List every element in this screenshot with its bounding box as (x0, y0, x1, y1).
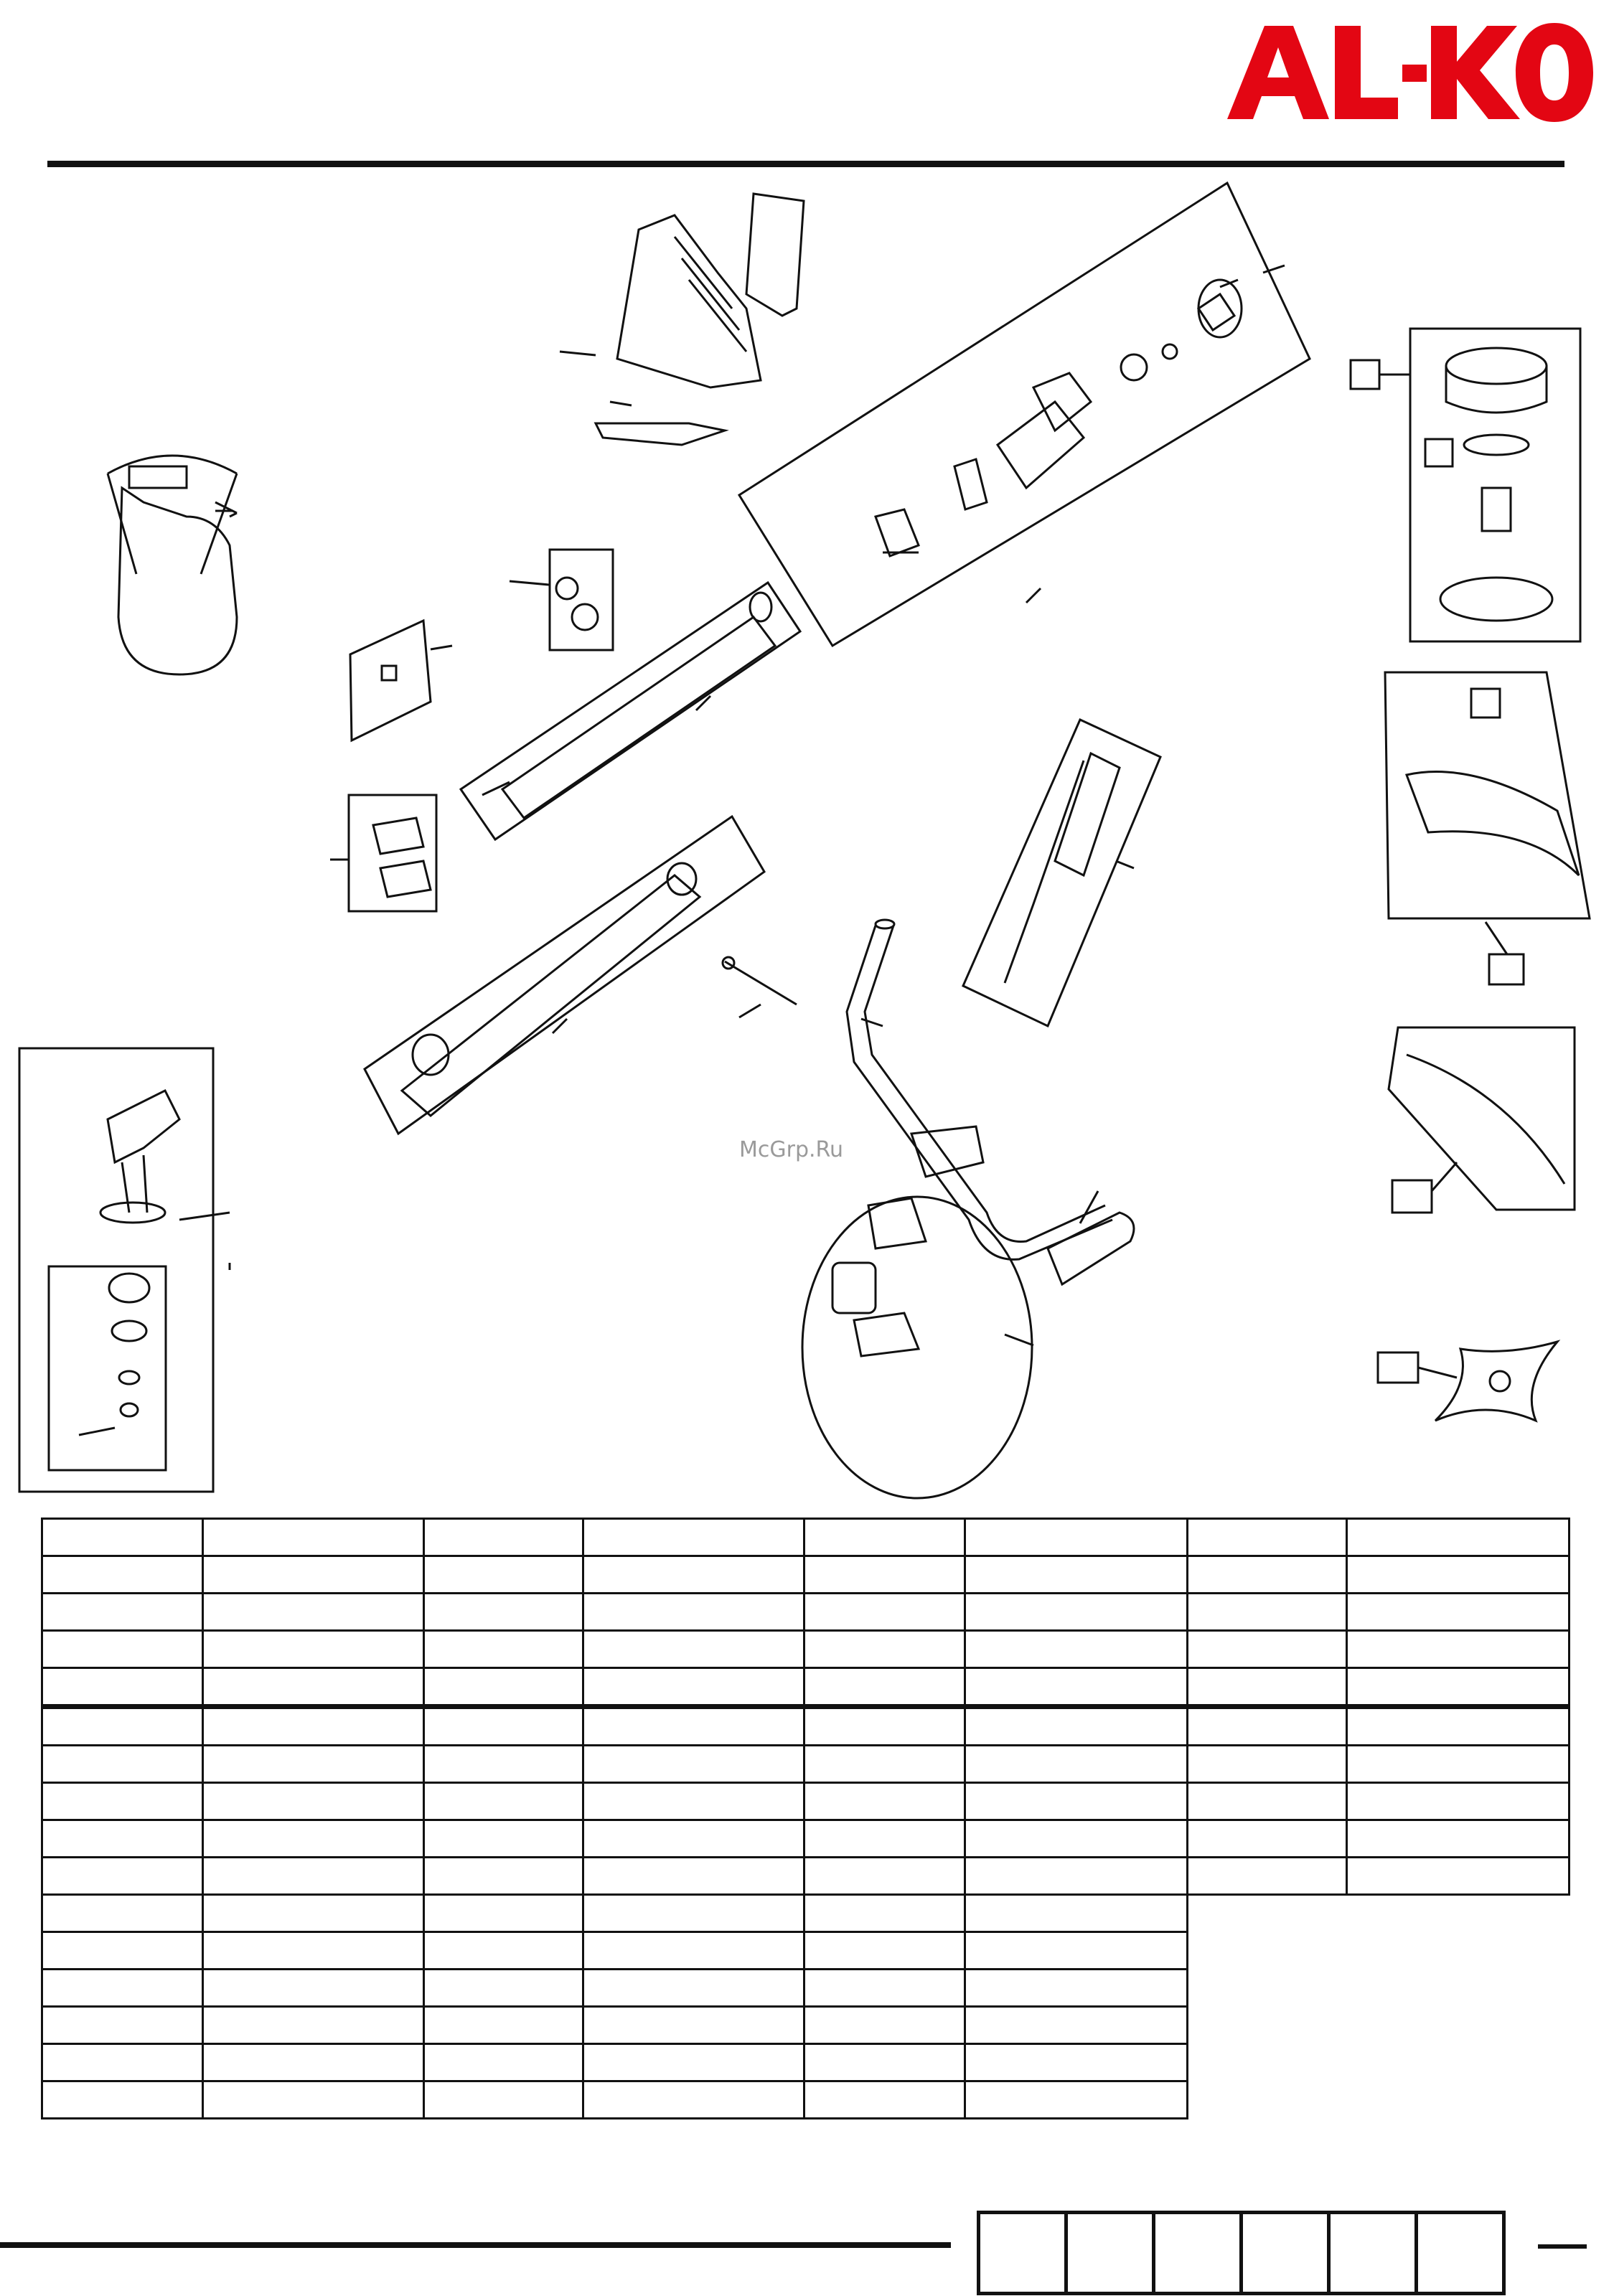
table-cell (583, 2081, 804, 2119)
table-cell (583, 2044, 804, 2081)
table-cell (804, 1556, 965, 1594)
table-cell (1188, 1631, 1347, 1668)
table-cell (965, 1932, 1188, 1970)
table-cell (804, 1519, 965, 1556)
table-empty-area (1188, 2007, 1347, 2044)
table-cell (1347, 1594, 1570, 1631)
table-cell (42, 1594, 203, 1631)
table-cell (583, 1631, 804, 1668)
table-cell (1188, 1783, 1347, 1820)
watermark-text: McGrp.Ru (739, 1137, 844, 1162)
handlebar-drawing (802, 920, 1134, 1498)
table-empty-area (1188, 1895, 1347, 1932)
table-cell (203, 1783, 424, 1820)
table-cell (424, 1895, 583, 1932)
table-cell (965, 1556, 1188, 1594)
table-cell (424, 1631, 583, 1668)
table-cell (203, 2007, 424, 2044)
table-row (42, 1519, 1570, 1556)
table-cell (804, 1746, 965, 1783)
table-cell (804, 1820, 965, 1858)
gear-head-panel (19, 1048, 230, 1492)
bracket-panel (510, 550, 613, 650)
parts-table (41, 1518, 1570, 2119)
table-cell (804, 1783, 965, 1820)
blade-segment-panel (1389, 1027, 1575, 1213)
table-empty-area (1188, 1970, 1347, 2007)
table-cell (1188, 1746, 1347, 1783)
guard-panel (1385, 672, 1590, 984)
table-cell (203, 1932, 424, 1970)
table-cell (804, 2081, 965, 2119)
harness-drawing (108, 456, 237, 674)
table-row (42, 1970, 1570, 2007)
table-cell (965, 1668, 1188, 1707)
table-empty-area (1347, 1970, 1570, 2007)
table-cell (965, 1519, 1188, 1556)
upper-shaft-panel (461, 583, 800, 839)
table-cell (424, 1783, 583, 1820)
table-cell (583, 1783, 804, 1820)
table-row (42, 1707, 1570, 1746)
table-cell (42, 1519, 203, 1556)
table-cell (965, 1707, 1188, 1746)
table-cell (1188, 1858, 1347, 1895)
table-cell (1347, 1820, 1570, 1858)
table-cell (42, 1707, 203, 1746)
top-rule (47, 161, 1564, 167)
clamp-panel (330, 795, 436, 911)
table-row (42, 2007, 1570, 2044)
page-box (977, 2211, 1068, 2295)
table-row (42, 1594, 1570, 1631)
table-cell (1347, 1631, 1570, 1668)
table-cell (583, 1970, 804, 2007)
table-cell (1347, 1668, 1570, 1707)
table-cell (1188, 1820, 1347, 1858)
table-cell (583, 1932, 804, 1970)
table-cell (424, 2044, 583, 2081)
three-tooth-blade-drawing (1378, 1342, 1557, 1421)
table-cell (965, 1858, 1188, 1895)
table-cell (583, 1707, 804, 1746)
table-cell (42, 1970, 203, 2007)
table-cell (424, 1556, 583, 1594)
table-row (42, 1556, 1570, 1594)
table-empty-area (1347, 1895, 1570, 1932)
page-box (1327, 2211, 1418, 2295)
table-cell (203, 1519, 424, 1556)
table-row (42, 1631, 1570, 1668)
table-cell (42, 1556, 203, 1594)
table-cell (804, 2044, 965, 2081)
table-cell (583, 1519, 804, 1556)
table-cell (424, 1746, 583, 1783)
table-cell (42, 1783, 203, 1820)
table-cell (965, 1895, 1188, 1932)
throttle-cable-panel (963, 720, 1160, 1026)
table-cell (965, 2081, 1188, 2119)
table-cell (42, 2007, 203, 2044)
table-cell (804, 1895, 965, 1932)
table-cell (583, 1556, 804, 1594)
table-cell (965, 1970, 1188, 2007)
table-cell (583, 1858, 804, 1895)
table-cell (583, 1668, 804, 1707)
table-row (42, 2044, 1570, 2081)
table-cell (804, 1707, 965, 1746)
table-cell (804, 1858, 965, 1895)
table-cell (1347, 1746, 1570, 1783)
table-cell (203, 1858, 424, 1895)
table-cell (804, 1668, 965, 1707)
table-row (42, 1746, 1570, 1783)
table-cell (203, 1746, 424, 1783)
table-cell (965, 1746, 1188, 1783)
table-cell (424, 1932, 583, 1970)
table-cell (965, 1783, 1188, 1820)
al-ko-logo (1220, 13, 1593, 128)
trimmer-head-panel (1351, 329, 1580, 641)
table-cell (1347, 1858, 1570, 1895)
table-cell (424, 1970, 583, 2007)
clutch-assembly-panel (739, 183, 1310, 646)
table-cell (203, 1820, 424, 1858)
table-row (42, 1668, 1570, 1707)
table-cell (42, 1932, 203, 1970)
table-row (42, 1858, 1570, 1895)
table-cell (203, 1556, 424, 1594)
table-cell (1188, 1519, 1347, 1556)
page-box (1064, 2211, 1155, 2295)
table-cell (1188, 1594, 1347, 1631)
table-cell (1347, 1707, 1570, 1746)
page-box (1152, 2211, 1243, 2295)
page-box (1414, 2211, 1506, 2295)
table-cell (203, 1895, 424, 1932)
table-cell (42, 1746, 203, 1783)
table-cell (203, 1707, 424, 1746)
table-cell (42, 1631, 203, 1668)
table-empty-area (1347, 1932, 1570, 1970)
table-cell (583, 1895, 804, 1932)
table-cell (203, 1668, 424, 1707)
table-empty-area (1188, 2044, 1347, 2081)
table-cell (203, 2081, 424, 2119)
table-cell (583, 1594, 804, 1631)
table-cell (804, 1970, 965, 2007)
mounting-plate-drawing (350, 621, 452, 740)
table-cell (804, 2007, 965, 2044)
table-empty-area (1347, 2081, 1570, 2119)
table-row (42, 1783, 1570, 1820)
table-empty-area (1347, 2007, 1570, 2044)
table-cell (42, 2044, 203, 2081)
table-cell (583, 1820, 804, 1858)
table-cell (424, 1707, 583, 1746)
table-row (42, 1932, 1570, 1970)
table-cell (203, 1594, 424, 1631)
table-cell (203, 1970, 424, 2007)
table-row (42, 1895, 1570, 1932)
bottom-rule (0, 2242, 951, 2248)
table-cell (42, 1858, 203, 1895)
table-cell (424, 1820, 583, 1858)
table-cell (1347, 1556, 1570, 1594)
table-cell (203, 1631, 424, 1668)
table-cell (1347, 1783, 1570, 1820)
table-cell (424, 1594, 583, 1631)
page-number-boxes (980, 2211, 1506, 2295)
table-cell (1347, 1519, 1570, 1556)
table-cell (1188, 1668, 1347, 1707)
table-cell (804, 1932, 965, 1970)
table-cell (965, 2044, 1188, 2081)
table-cell (42, 1820, 203, 1858)
table-cell (804, 1594, 965, 1631)
table-cell (965, 2007, 1188, 2044)
table-empty-area (1188, 2081, 1347, 2119)
table-cell (583, 1746, 804, 1783)
table-cell (424, 2007, 583, 2044)
table-cell (1188, 1707, 1347, 1746)
page-box (1239, 2211, 1331, 2295)
table-cell (583, 2007, 804, 2044)
table-cell (1188, 1556, 1347, 1594)
table-cell (965, 1820, 1188, 1858)
table-row (42, 2081, 1570, 2119)
table-row (42, 1820, 1570, 1858)
table-cell (424, 2081, 583, 2119)
table-cell (203, 2044, 424, 2081)
exploded-parts-diagram (0, 172, 1614, 1500)
table-cell (42, 1668, 203, 1707)
dash-mark (1538, 2244, 1587, 2249)
cable-tie-drawing (723, 957, 797, 1017)
table-cell (965, 1631, 1188, 1668)
parts-table-body (42, 1519, 1570, 2119)
table-cell (424, 1858, 583, 1895)
table-cell (424, 1668, 583, 1707)
table-empty-area (1188, 1932, 1347, 1970)
table-cell (42, 1895, 203, 1932)
fan-housing-drawing (560, 194, 804, 445)
table-empty-area (1347, 2044, 1570, 2081)
table-cell (965, 1594, 1188, 1631)
table-cell (42, 2081, 203, 2119)
table-cell (804, 1631, 965, 1668)
table-cell (424, 1519, 583, 1556)
